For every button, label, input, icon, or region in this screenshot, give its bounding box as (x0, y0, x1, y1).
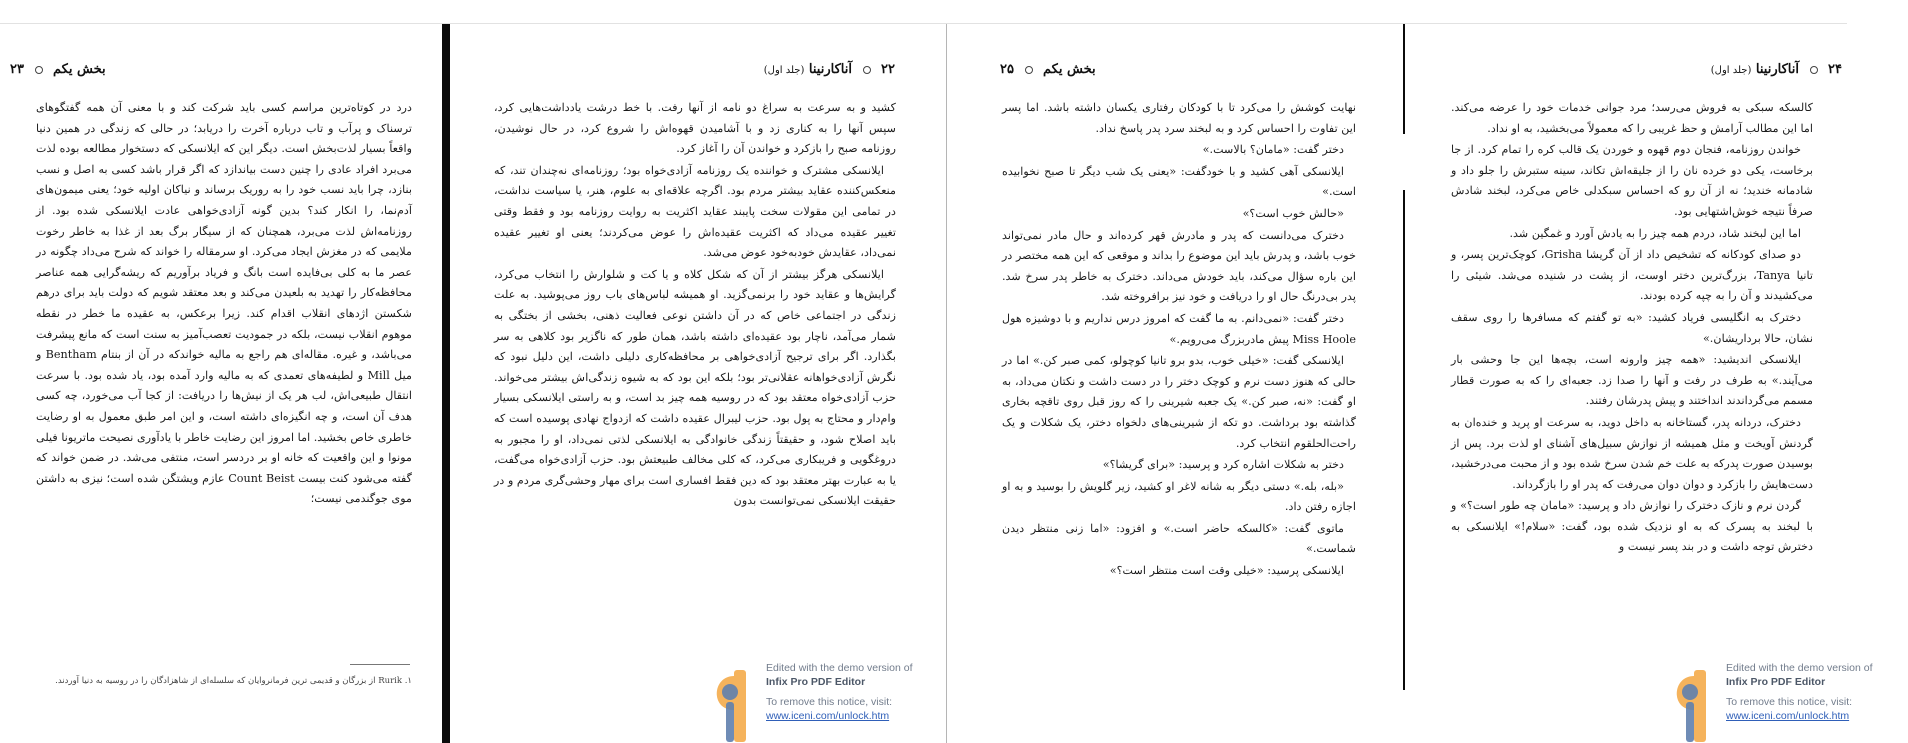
paragraph: درد در کوتاه‌ترین مراسم کسی باید شرکت کند و با معنی آن همه گفتگوهای ترسناک و پرآب و تاب درباره آخرت را دریابد؛ در حالی که زندگی در همین دنیا واقعاً بسیار لذت‌بخش است. دیگر این که ایلانسکی که دستخوار مطالعه بوده لذت می‌برد افراد عادی را چنین دست بیاندازد که اگر قرار باشد کسی به اصل و نسب بنازد، چرا باید نسب خود را به روریک برساند و نیاکان اولیه خود؛ یعنی میمون‌های آدم‌نما، را انکار کند؟ بدین گونه آزادی‌خواهی عادت ایلانسکی شده بود. از روزنامه‌اش لذت می‌برد، همچنان که از سیگار برگ بعد از غذا به خاطر رخوت ملایمی که در مغزش ایجاد می‌کرد. او سرمقاله را خواند که شرح می‌داد چگونه در عصر ما به کلی بی‌فایده است بانگ و فریاد برآوریم که ریشه‌گرایی همه عناصر محافظه‌کار را تهدید به بلعیدن می‌کند و بعد معتقد شویم که دولت باید برای درهم شکستن اژدهای انقلاب اقدام کند. زیرا برعکس، به عقیده ما خطر در نقطه موهوم انقلاب نیست، بلکه در جمودیت تعصب‌آمیز به سنت است که مانع پیشرفت می‌باشد، و غیره. مقاله‌ای هم راجع به مالیه خواندکه در آن از بنتام Bentham و میل Mill و لطیفه‌های تعمدی که به مالیه وارد آمده بود، یاد شده بود. با سرعت انتقال طبیعی‌اش، لب هر یک از نیش‌ها را دریافت: از کجا آب می‌خورد، چه کسی هدف آن است، و چه انگیزه‌ای داشته است، و این امر طبق معمول به او رضایت خاطری خاص بخشید. اما امروز این رضایت خاطر با یادآوری نصیحت ماتریونا فیلی مونوا و این واقعیت که خانه او بر دردسر است، منتفی می‌شد. در ضمن خواند که گفته می‌شود کنت بیست Count Beist عازم ویشتگن شده است؛ نیزی به داشتن موی جوگندمی نیست؛ (36, 101, 412, 506)
page-number: ۲۲ (881, 62, 895, 77)
infix-logo-icon (1668, 666, 1720, 743)
watermark-product: Infix Pro PDF Editor (1726, 675, 1826, 688)
watermark-line: To remove this notice, visit: (766, 696, 893, 708)
header-separator-icon (1810, 66, 1818, 74)
watermark-line: To remove this notice, visit: (1726, 696, 1853, 708)
paragraph: دو صدای کودکانه که تشخیص داد از آن گریشا Grisha، کوچک‌ترین پسر، و تانیا Tanya، بزرگ‌ترین دختر اوست، از پشت در شنیده می‌شد. شیئی را می‌کشیدند و آن را به چپه کرده بودند. (1451, 248, 1813, 303)
paragraph: اما این لبخند شاد، دردم همه چیز را به یادش آورد و غمگین شد. (1509, 226, 1801, 240)
watermark-text (1726, 662, 1873, 723)
page-number: ۲۵ (1000, 62, 1014, 77)
running-title: آناکارنینا (1755, 62, 1799, 77)
paragraph: کالسکه سبکی به فروش می‌رسد؛ مرد جوانی خدمات خود را عرضه می‌کند. اما این مطالب آرامش و حظ غریبی را که معمولاً می‌بخشید، به او نداد. (1451, 101, 1813, 135)
paragraph: ایلانسکی آهی کشید و با خودگفت: «یعنی یک شب دیگر تا صبح نخوابیده است.» (1002, 164, 1356, 199)
paragraph: دخترک به انگلیسی فریاد کشید: «به تو گفتم که مسافرها را روی سقف نشان، حالا برداریشان.» (1451, 310, 1813, 345)
page-24 (1407, 24, 1847, 743)
volume-label: (جلد اول) (763, 65, 805, 76)
page-number: ۲۴ (1828, 62, 1842, 77)
page-header (10, 62, 410, 77)
paragraph: کشید و به سرعت به سراغ دو نامه از آنها رفت. با خط درشت یادداشت‌هایی کرد، سپس آنها را به کناری زد و با آشامیدن قهوه‌اش را شروع کرد، در حال نوشیدن، روزنامه صبح را بازکرد و خواندن آن را آغاز کرد. (494, 101, 896, 156)
running-title: بخش یکم (53, 62, 106, 77)
watermark-text (766, 662, 913, 723)
header-separator-icon (35, 66, 43, 74)
paragraph: خواندن روزنامه، فنجان دوم قهوه و خوردن یک قالب کره را تمام کرد. از جا برخاست، یکی دو خرده نان را از جلیقه‌اش تکاند، سینه ستبرش را جلو داد و شادمانه خندید؛ نه از آن رو که احساس سبکدلی خاص می‌کرد، لبخند شادش صرفاً نتیجه خوش‌اشتهایی بود. (1451, 143, 1813, 218)
volume-label: (جلد اول) (1710, 65, 1752, 76)
page-header (490, 62, 895, 77)
running-title: آناکارنینا (808, 62, 852, 77)
paragraph: ایلانسکی هرگز بیشتر از آن که شکل کلاه و یا کت و شلوارش را انتخاب می‌کرد، گرایش‌ها و عقاید خود را برنمی‌گزید. او همیشه لباس‌های باب روز می‌پوشید. به علت زندگی در اجتماعی خاص که در آن داشتن نوعی فعالیت ذهنی، بخشی از بختگی به شمار می‌آمد، ناچار بود عقیده‌ای داشته باشد، همان طور که ناگزیر بود کلاهی به سر بگذارد. اگر برای ترجیح آزادی‌خواهی بر محافظه‌کاری دلیلی داشت، این دلیل نبود که نگرش آزادی‌خواهانه عقلانی‌تر بود؛ بلکه این بود که به شیوه زندگی‌اش بیشتر می‌خواند. حزب آزادی‌خواه معتقد بود که در روسیه همه چیز بد است، و به راستی ایلانسکی بسیار وام‌دار و محتاج به پول بود. حزب لیبرال عقیده داشت که ازدواج نهادی پوسیده است که باید اصلاح شود، و حقیقتاً زندگی خانوادگی به ایلانسکی لذتی نمی‌داد، او را مجبور به دروغگویی و فریبکاری می‌کرد، که کلی مخالف طبیعتش بود. حزب آزادی‌خواه می‌گفت، یا به عبارت بهتر معتقد بود که دین فقط افساری است برای مهار وحشی‌گری مردم و در حقیقت ایلانسکی نمی‌توانست بدون (494, 267, 896, 508)
paragraph: «حالش خوب است؟» (1242, 206, 1344, 220)
scan-gutter-shadow (1403, 24, 1405, 134)
header-separator-icon (1025, 66, 1033, 74)
page-23 (0, 24, 445, 743)
page-body (1451, 98, 1813, 559)
page-body (1002, 98, 1356, 583)
paragraph: گردن نرم و نازک دخترک را نوازش داد و پرسید: «مامان چه طور است؟» و با لبخند به پسرک که به او نزدیک شده بود، گفت: «سلام!» ایلانسکی به دخترش توجه داشت و در بند پسر نیست و (1451, 499, 1813, 554)
paragraph: دخترک، دردانه پدر، گستاخانه به داخل دوید، به سرعت او پرید و خنده‌ان به گردنش آویخت و مثل همیشه از نوازش سبیل‌های آشنای او لذت برد. پس از بوسیدن صورت پدرکه به علت خم شدن سرخ شده بود و از محبت می‌درخشید، دست‌هایش را بازکرد و دوان دوان می‌رفت که پدر او را بازگرداند. (1451, 415, 1813, 491)
page-22 (450, 24, 948, 743)
paragraph: ایلانسکی گفت: «خیلی خوب، بدو برو تانیا کوچولو، کمی صبر کن.» اما در حالی که هنوز دست نرم و کوچک دختر را در دست داشت و نکتان می‌داد، به او گفت: «نه، صبر کن.» یک جعبه شیرینی را که روز قبل روی تاقچه بخاری گذاشته بود برداشت. دو تکه از شیرینی‌های دلخواه دختر، یک شکلات و یک راحت‌الحلقوم انتخاب کرد. (1002, 354, 1356, 450)
paragraph: دخترک می‌دانست که پدر و مادرش قهر کرده‌اند و حال مادر نمی‌تواند خوب باشد، و پدرش باید این موضوع را بداند و موقعی که این همه مختصر در این باره سؤال می‌کند، باید خودش می‌داند. دخترک به خاطر پدر سرخ شد. پدر بی‌درنگ حال او را دریافت و خود نیز برافروخته شد. (1002, 228, 1356, 304)
page-header (1447, 62, 1842, 77)
paragraph: ایلانسکی پرسید: «خیلی وقت است منتظر است؟» (1109, 564, 1344, 578)
demo-watermark (1668, 660, 1908, 743)
infix-logo-icon (708, 666, 760, 743)
watermark-product: Infix Pro PDF Editor (766, 675, 866, 688)
running-title: بخش یکم (1043, 62, 1096, 77)
page-25 (950, 24, 1405, 743)
watermark-link[interactable]: www.iceni.com/unlock.htm (1726, 709, 1850, 722)
page-number: ۲۳ (10, 62, 24, 77)
watermark-line: Edited with the demo version of (766, 662, 913, 674)
paragraph: دختر گفت: «مامان؟ بالاست.» (1202, 143, 1344, 157)
paragraph: دختر به شکلات اشاره کرد و پرسید: «برای گریشا؟» (1102, 458, 1344, 472)
footnote-rule (350, 664, 410, 665)
page-body (36, 98, 412, 511)
viewer-top-border (0, 0, 1847, 24)
scan-gutter-shadow (1403, 190, 1405, 690)
paragraph: نهایت کوشش را می‌کرد تا با کودکان رفتاری یکسان داشته باشد. اما پسر این تفاوت را احساس کرد و به لبخند سرد پدر پاسخ نداد. (1002, 101, 1356, 135)
paragraph: ایلانسکی اندیشید: «همه چیز وارونه است، بچه‌ها این جا وحشی بار می‌آیند.» به طرف در رفت و آنها را صدا زد. جعبه‌ای را که به صورت قطار مسمم می‌گرداندند انداختند و پیش پدرشان رفتند. (1451, 353, 1813, 408)
paragraph: دختر گفت: «نمی‌دانم. به ما گفت که امروز درس نداریم و با دوشیزه هول Miss Hoole پیش مادربزرگ می‌رویم.» (1002, 311, 1356, 346)
page-seam (946, 24, 947, 743)
page-body (494, 98, 896, 513)
paragraph: ماتوی گفت: «کالسکه حاضر است.» و افزود: «اما زنی منتظر دیدن شماست.» (1002, 521, 1356, 556)
paragraph: ایلانسکی مشترک و خواننده یک روزنامه آزادی‌خواه بود؛ روزنامه‌ای نه‌چندان تند، که منعکس‌کننده عقاید بیشتر مردم بود. اگرچه علاقه‌ای به علوم، هنر، یا سیاست نداشت، در تمامی این مقولات سخت پایبند عقاید اکثریت به روایت روزنامه بود و فقط وقتی تغییر عقیده می‌داد که اکثریت عقیده‌اش را عوض می‌کردند؛ یعنی او تغییر عقیده نمی‌داد، عقایدش خودبه‌خود عوض می‌شد. (494, 163, 896, 260)
watermark-link[interactable]: www.iceni.com/unlock.htm (766, 709, 890, 722)
demo-watermark (708, 660, 948, 743)
paragraph: «بله، بله.» دستی دیگر به شانه لاغر او کشید، زیر گلویش را بوسید و به او اجازه رفتن داد. (1002, 479, 1356, 514)
header-separator-icon (863, 66, 871, 74)
footnote: ۱. Rurik از بزرگان و قدیمی ترین فرمانروایان که سلسله‌ای از شاهزادگان را در روسیه به دنیا آوردند. (55, 676, 412, 686)
watermark-line: Edited with the demo version of (1726, 662, 1873, 674)
page-header (1000, 62, 1300, 77)
